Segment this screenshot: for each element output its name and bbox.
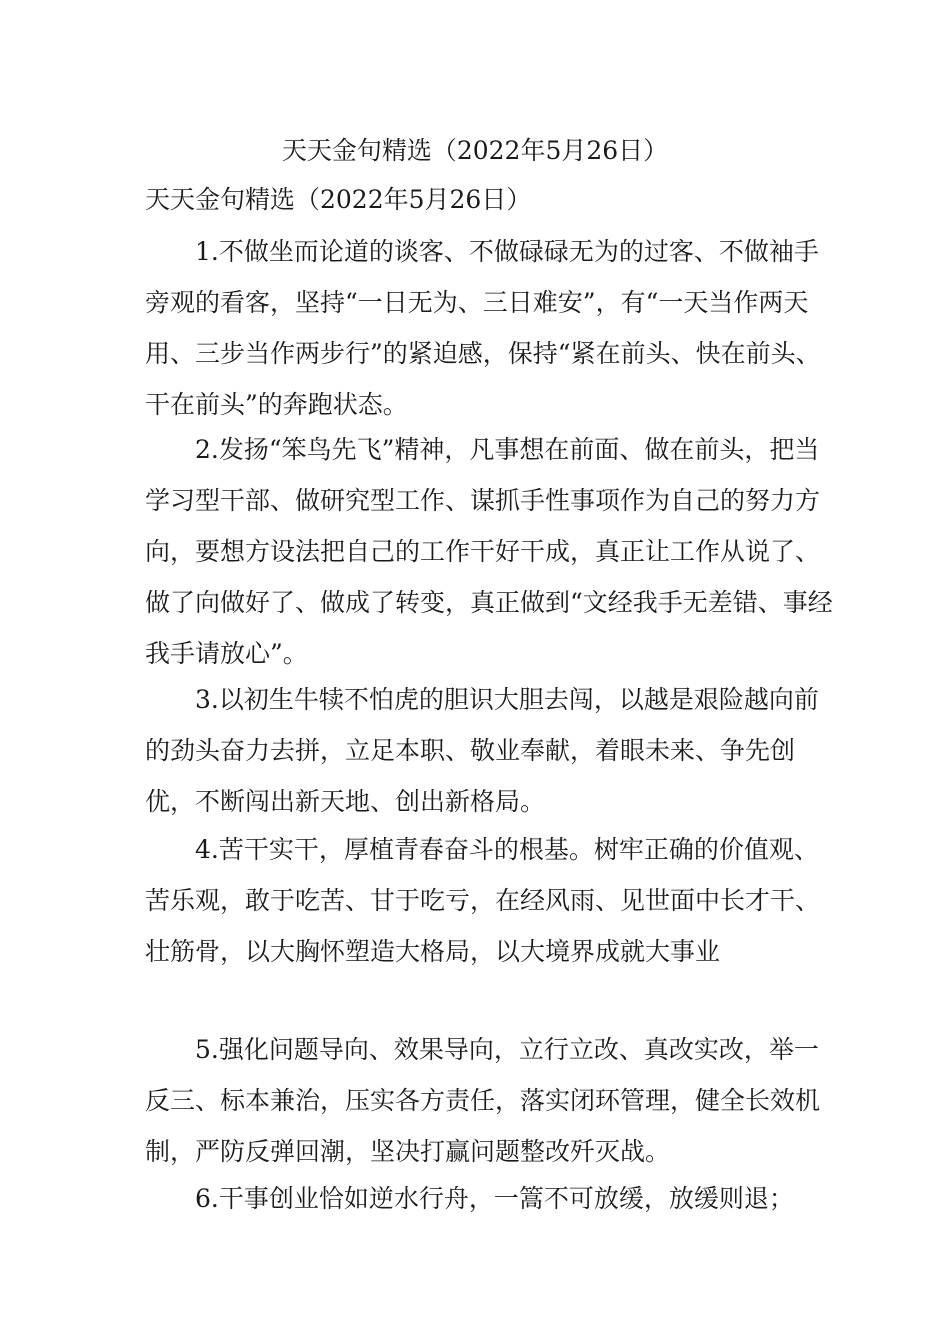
paragraph-2: 2.发扬“笨鸟先飞”精神，凡事想在前面、做在前头，把当学习型干部、做研究型工作、谋抓手性事项作为自己的努力方向，要想方设法把自己的工作干好干成，真正让工作从说了、做了向做好了、做成了转变，真正做到“文经我手无差错、事经我手请放心”。 — [145, 435, 833, 668]
paragraph-1: 1.不做坐而论道的谈客、不做碌碌无为的过客、不做袖手旁观的看客，坚持“一日无为、三日难安”，有“一天当作两天用、三步当作两步行”的紧迫感，保持“紧在前头、快在前头、干在前头”的奔跑状态。 — [145, 237, 821, 419]
paragraph-5: 5.强化问题导向、效果导向，立行立改、真改实改，举一反三、标本兼治，压实各方责任，落实闭环管理，健全长效机制，严防反弹回潮，坚决打赢问题整改歼灭战。 — [145, 1035, 821, 1166]
paragraph-4: 4.苦干实干，厚植青春奋斗的根基。树牢正确的价值观、苦乐观，敢于吃苦、甘于吃亏，在经风雨、见世面中长才干、壮筋骨，以大胸怀塑造大格局，以大境界成就大事业 — [145, 835, 821, 966]
paragraph-6: 6.干事创业恰如逆水行舟，一篙不可放缓，放缓则退； — [195, 1184, 794, 1213]
document-subtitle: 天天金句精选（2022年5月26日） — [145, 185, 532, 214]
paragraph-3: 3.以初生牛犊不怕虎的胆识大胆去闯，以越是艰险越向前的劲头奋力去拼，立足本职、敬业奉献，着眼未来、争先创优，不断闯出新天地、创出新格局。 — [145, 685, 819, 816]
document-title: 天天金句精选（2022年5月26日） — [281, 136, 669, 165]
